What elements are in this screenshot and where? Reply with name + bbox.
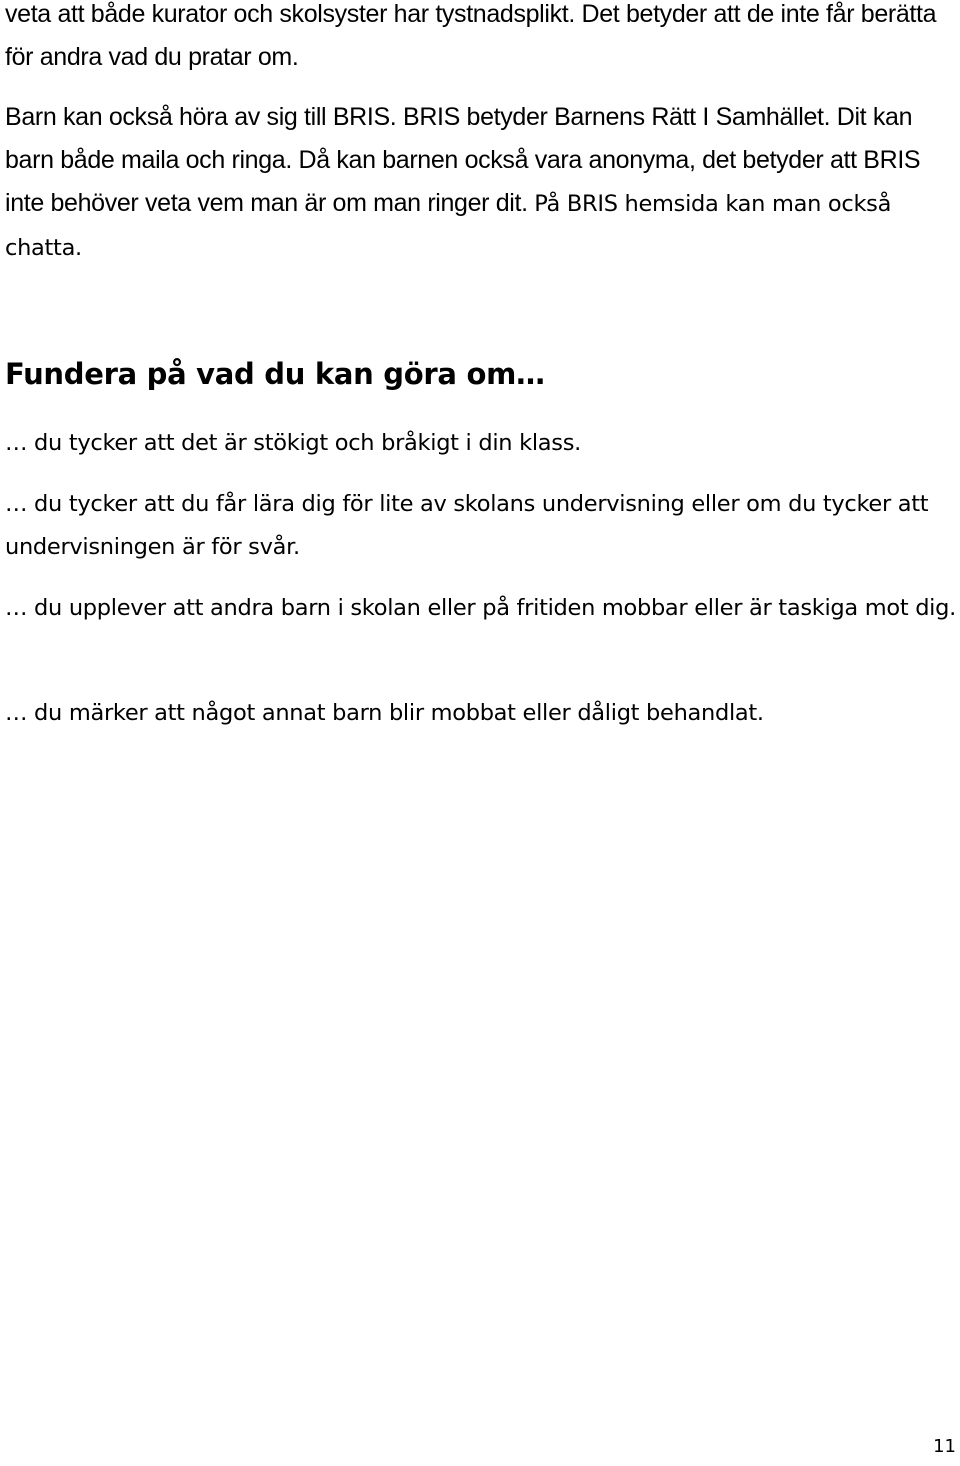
list-item: … du tycker att det är stökigt och bråkigt i din klass. — [5, 430, 581, 456]
paragraph-confidentiality: veta att både kurator och skolsyster har tystnadsplikt. Det betyder att de inte får berätta för andra vad du pratar om. — [5, 0, 937, 71]
page-number: 11 — [933, 1436, 956, 1457]
paragraph-bris — [5, 96, 960, 270]
list-item: … du märker att något annat barn blir mobbat eller dåligt behandlat. — [5, 700, 764, 726]
paragraph-bris-text: Barn kan också höra av sig till BRIS. BRIS betyder Barnens Rätt I Samhället. Dit kan barn både maila och ringa. Då kan barnen också vara anonyma, det betyder att BRIS inte behöver veta vem man är om man ringer dit. — [5, 103, 921, 217]
paragraph-bris-chat-text: På BRIS hemsida kan man också chatta. — [5, 191, 892, 261]
section-heading: Fundera på vad du kan göra om… — [5, 357, 545, 391]
list-item: … du upplever att andra barn i skolan eller på fritiden mobbar eller är taskiga mot dig. — [5, 595, 956, 621]
list-item: … du tycker att du får lära dig för lite av skolans undervisning eller om du tycker att undervisningen är för svår. — [5, 491, 929, 560]
